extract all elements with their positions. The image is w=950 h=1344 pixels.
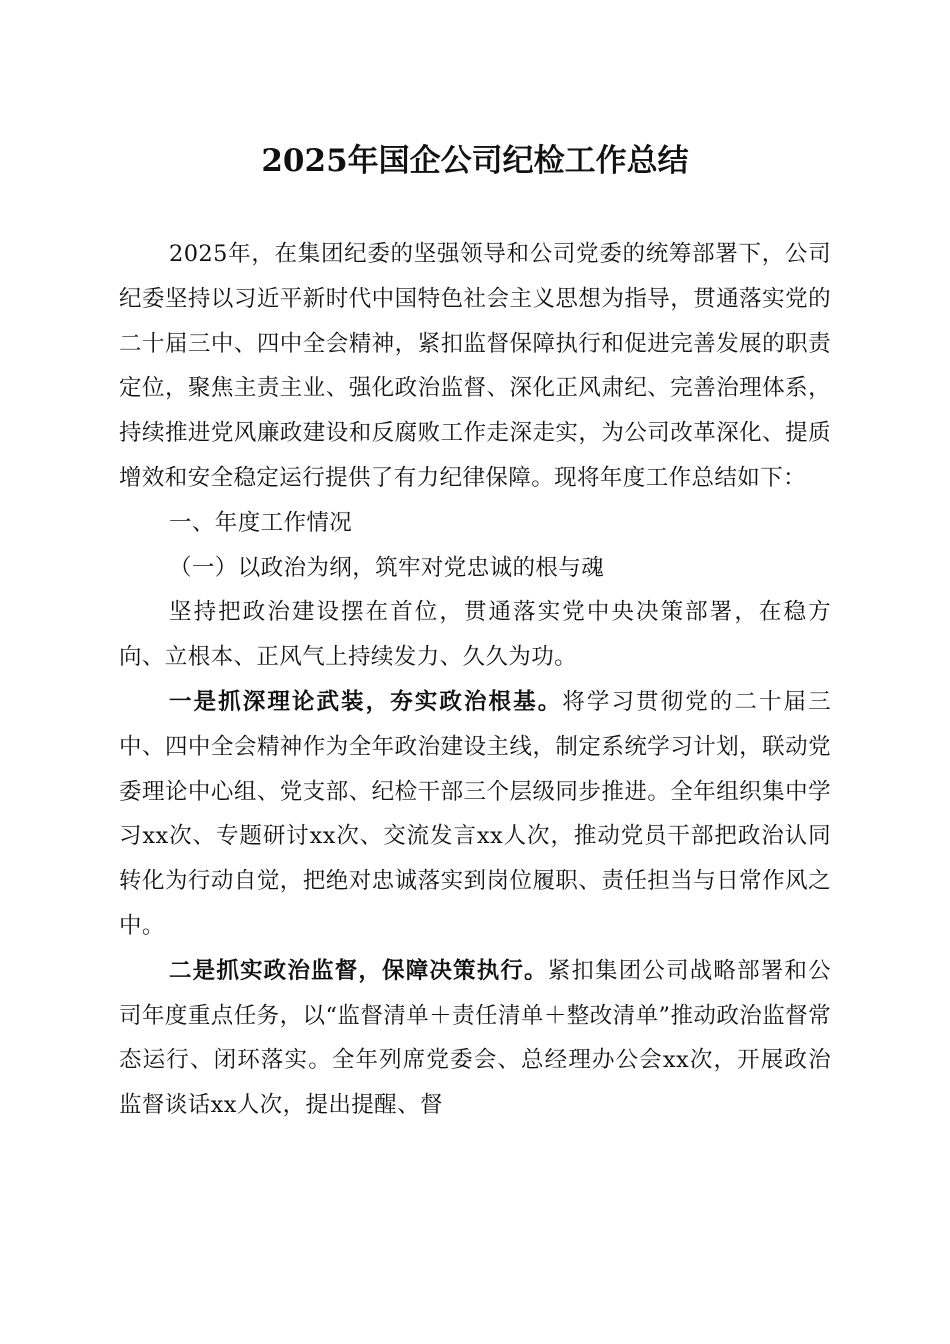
subsection-1-paragraph: 坚持把政治建设摆在首位，贯通落实党中央决策部署，在稳方向、立根本、正风气上持续发力、久久为功。 xyxy=(119,599,831,671)
point-1-body: 将学习贯彻党的二十届三中、四中全会精神作为全年政治建设主线，制定系统学习计划，联动党委理论中心组、党支部、纪检干部三个层级同步推进。全年组织集中学习xx次、专题研讨xx次、交流发言xx人次，推动党员干部把政治认同转化为行动自觉，把绝对忠诚落实到岗位履职、责任担当与日常作风之中。 xyxy=(119,688,832,939)
point-1-lead: 一是抓深理论武装，夯实政治根基。 xyxy=(169,688,563,715)
intro-paragraph: 2025年，在集团纪委的坚强领导和公司党委的统筹部署下，公司纪委坚持以习近平新时代中国特色社会主义思想为指导，贯通落实党的二十届三中、四中全会精神，紧扣监督保障执行和促进完善发展的职责定位，聚焦主责主业、强化政治监督、深化正风肃纪、完善治理体系，持续推进党风廉政建设和反腐败工作走深走实，为公司改革深化、提质增效和安全稳定运行提供了有力纪律保障。现将年度工作总结如下： xyxy=(119,241,831,491)
document-body xyxy=(119,232,831,1128)
point-2-paragraph xyxy=(119,949,831,1128)
point-2-lead: 二是抓实政治监督，保障决策执行。 xyxy=(169,957,548,984)
point-1-paragraph xyxy=(119,680,831,949)
subsection-heading-1: （一）以政治为纲，筑牢对党忠诚的根与魂 xyxy=(169,554,605,581)
point-2-body: 紧扣集团公司战略部署和公司年度重点任务，以“监督清单＋责任清单＋整改清单”推动政治监督常态运行、闭环落实。全年列席党委会、总经理办公会xx次，开展政治监督谈话xx人次，提出提醒、督 xyxy=(119,957,831,1119)
document-title: 2025年国企公司纪检工作总结 xyxy=(261,143,689,179)
section-heading-1: 一、年度工作情况 xyxy=(169,509,353,536)
